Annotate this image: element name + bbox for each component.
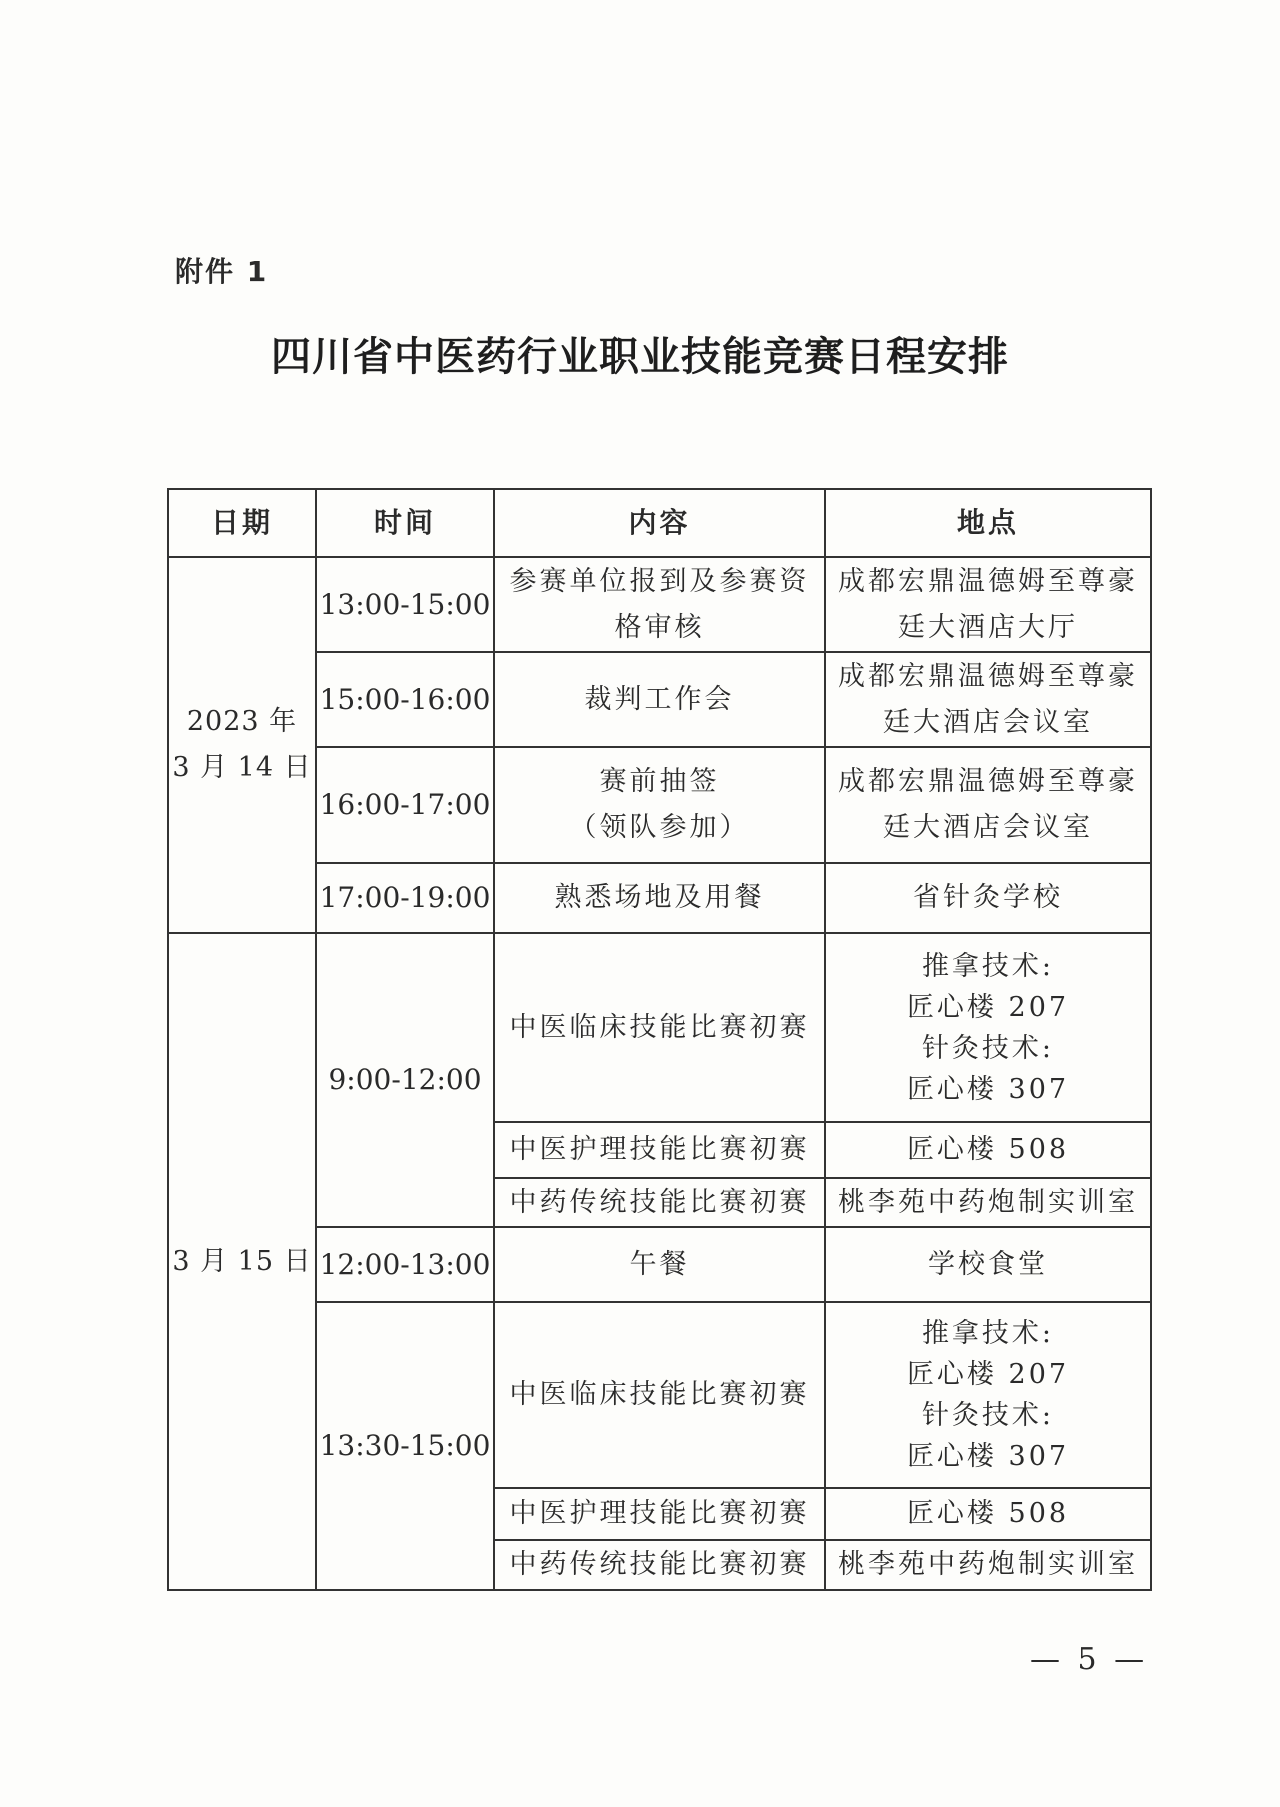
content-cell [494,1540,825,1590]
location-cell [825,557,1151,652]
header-location: 地点 [825,489,1151,557]
time-cell: 15:00-16:00 [316,652,494,747]
location-cell-line: 省针灸学校 [913,882,1063,913]
date-cell-line: 3 月 15 日 [172,1245,312,1277]
location-cell [825,1178,1151,1227]
content-cell [494,1488,825,1540]
date-cell-line: 2023 年 [186,706,298,737]
schedule-table [167,488,1152,1591]
location-cell [825,1488,1151,1540]
content-cell-line: 裁判工作会 [584,683,735,715]
location-cell [825,1122,1151,1178]
location-cell [825,1302,1151,1488]
location-cell-line: 桃李苑中药炮制实训室 [838,1186,1138,1218]
content-cell-line: 格审核 [614,611,705,643]
table-row [168,933,1151,1122]
content-cell-line: 熟悉场地及用餐 [554,882,765,913]
location-cell-line: 针灸技术: [921,1400,1055,1431]
location-cell [825,1540,1151,1590]
document-title: 四川省中医药行业职业技能竞赛日程安排 [271,334,1009,380]
content-cell [494,1122,825,1178]
location-cell-line: 匠心楼 207 [906,1359,1070,1390]
location-cell-line: 匠心楼 307 [906,1073,1070,1105]
content-cell [494,557,825,652]
table-row [168,557,1151,652]
content-cell-line: 赛前抽签 [599,766,720,797]
table-row [168,1302,1151,1488]
date-cell [168,557,316,933]
time-cell: 12:00-13:00 [316,1227,494,1302]
location-cell-line: 廷大酒店大厅 [898,611,1078,643]
location-cell-line: 匠心楼 307 [906,1441,1070,1472]
location-cell-line: 针灸技术: [921,1032,1055,1064]
page-number: — 5 — [1030,1642,1149,1677]
location-cell-line: 推拿技术: [921,950,1055,982]
date-cell-line: 3 月 14 日 [172,752,312,783]
location-cell-line: 匠心楼 508 [906,1134,1070,1165]
content-cell-line: 午餐 [629,1248,690,1280]
attachment-label: 附件 1 [175,255,269,288]
content-cell-line: 中药传统技能比赛初赛 [509,1549,810,1580]
location-cell-line: 推拿技术: [921,1318,1055,1349]
content-cell [494,1227,825,1302]
location-cell [825,747,1151,863]
content-cell [494,863,825,933]
location-cell-line: 廷大酒店会议室 [883,812,1093,843]
table-row [168,652,1151,747]
content-cell-line: （领队参加） [569,812,750,843]
content-cell [494,933,825,1122]
location-cell [825,933,1151,1122]
location-cell [825,863,1151,933]
location-cell-line: 桃李苑中药炮制实训室 [838,1549,1138,1580]
time-cell: 17:00-19:00 [316,863,494,933]
location-cell-line: 成都宏鼎温德姆至尊豪 [838,660,1138,692]
header-time: 时间 [316,489,494,557]
location-cell-line: 匠心楼 508 [906,1498,1070,1529]
time-cell: 16:00-17:00 [316,747,494,863]
location-cell-line: 学校食堂 [928,1248,1048,1280]
location-cell-line: 成都宏鼎温德姆至尊豪 [838,766,1138,797]
content-cell-line: 中药传统技能比赛初赛 [509,1186,810,1218]
content-cell-line: 中医临床技能比赛初赛 [509,1379,810,1410]
table-row [168,1227,1151,1302]
location-cell [825,652,1151,747]
content-cell [494,652,825,747]
header-date: 日期 [168,489,316,557]
location-cell-line: 成都宏鼎温德姆至尊豪 [838,565,1138,597]
content-cell-line: 中医临床技能比赛初赛 [509,1011,810,1043]
content-cell [494,1302,825,1488]
time-cell: 13:00-15:00 [316,557,494,652]
content-cell-line: 参赛单位报到及参赛资 [509,565,810,597]
content-cell [494,1178,825,1227]
content-cell-line: 中医护理技能比赛初赛 [509,1134,810,1165]
table-header-row [168,489,1151,557]
date-cell [168,933,316,1590]
location-cell [825,1227,1151,1302]
header-content: 内容 [494,489,825,557]
time-cell: 13:30-15:00 [316,1302,494,1590]
table-row [168,863,1151,933]
location-cell-line: 匠心楼 207 [906,991,1070,1023]
table-row [168,747,1151,863]
time-cell: 9:00-12:00 [316,933,494,1227]
location-cell-line: 廷大酒店会议室 [883,706,1093,738]
content-cell-line: 中医护理技能比赛初赛 [509,1498,810,1529]
content-cell [494,747,825,863]
